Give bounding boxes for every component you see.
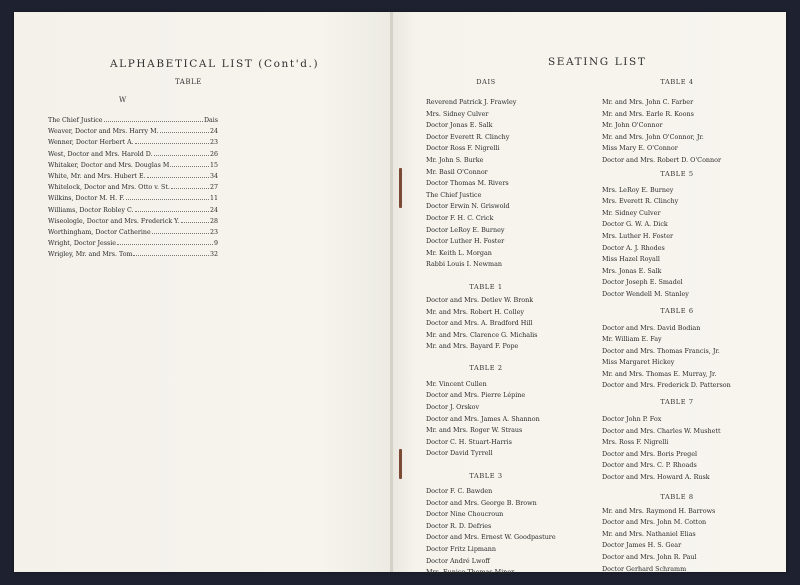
guest-name: Doctor and Mrs. Howard A. Rusk xyxy=(602,473,710,482)
dot-leader xyxy=(181,221,209,223)
alphabetical-entry xyxy=(48,195,218,206)
guest-name: Doctor Erwin N. Griswold xyxy=(426,202,510,211)
entry-name: West, Doctor and Mrs. Harold D. xyxy=(48,150,153,158)
entry-table: 23 xyxy=(209,228,218,236)
table-7-names xyxy=(602,414,772,484)
table-8-label: TABLE 8 xyxy=(660,492,694,501)
entry-name: The Chief Justice xyxy=(48,117,103,124)
entry-table: 34 xyxy=(209,172,218,180)
entry-table: 28 xyxy=(209,217,218,225)
guest-name: Doctor C. H. Stuart-Harris xyxy=(426,437,512,446)
seating-list-heading: SEATING LIST xyxy=(548,56,647,68)
guest-name: Mrs. Eunice Thomas Miner xyxy=(426,568,515,577)
guest-name: The Chief Justice xyxy=(426,190,482,199)
entry-name: Wenner, Doctor Herbert A. xyxy=(48,139,134,147)
table-column-header: TABLE xyxy=(175,78,202,86)
dot-leader xyxy=(135,210,209,212)
guest-name: Doctor Joseph E. Smadel xyxy=(602,278,683,287)
guest-name: Mr. William E. Fay xyxy=(602,335,662,344)
alphabetical-entry xyxy=(48,229,218,240)
guest-name: Mr. Keith L. Morgan xyxy=(426,248,492,257)
seating-column-right xyxy=(602,76,772,575)
dot-leader xyxy=(104,120,203,122)
guest-name: Doctor James H. S. Gear xyxy=(602,541,682,550)
entry-table: 32 xyxy=(209,251,218,259)
staple xyxy=(399,168,402,208)
guest-name: Doctor and Mrs. Robert D. O'Connor xyxy=(602,155,722,164)
guest-name: Doctor and Mrs. James A. Shannon xyxy=(426,414,540,423)
dot-leader xyxy=(147,176,209,178)
guest-name: Doctor Thomas M. Rivers xyxy=(426,179,509,188)
table-7-label: TABLE 7 xyxy=(660,398,694,407)
alphabetical-list-heading: ALPHABETICAL LIST (Cont'd.) xyxy=(110,58,320,70)
guest-name: Mr. and Mrs. John O'Connor, Jr. xyxy=(602,132,704,141)
guest-name: Miss Margaret Hickey xyxy=(602,358,675,367)
guest-name: Doctor and Mrs. George B. Brown xyxy=(426,498,537,507)
table-1-label: TABLE 1 xyxy=(469,282,503,291)
guest-name: Miss Mary E. O'Connor xyxy=(602,144,678,153)
guest-name: Mr. and Mrs. John C. Farber xyxy=(602,98,694,106)
alphabetical-entry xyxy=(48,162,218,173)
entry-table: 11 xyxy=(209,195,218,203)
entry-name: Whitelock, Doctor and Mrs. Otto v. St. xyxy=(48,184,170,192)
table-1-names xyxy=(426,295,576,353)
right-page xyxy=(392,12,786,577)
guest-name: Reverend Patrick J. Frawley xyxy=(426,98,517,106)
guest-name: Doctor Jonas E. Salk xyxy=(426,121,493,130)
alphabetical-entry xyxy=(48,218,218,229)
guest-name: Mrs. Everett R. Clinchy xyxy=(602,197,679,206)
entry-table: 24 xyxy=(209,128,218,136)
entry-table: 24 xyxy=(209,206,218,214)
entry-name: Whitaker, Doctor and Mrs. Douglas M. xyxy=(48,161,172,169)
dot-leader xyxy=(171,187,209,189)
alphabetical-entry xyxy=(48,173,218,184)
guest-name: Doctor LeRoy E. Burney xyxy=(426,225,505,234)
guest-name: Doctor David Tyrrell xyxy=(426,449,493,458)
alphabetical-entry xyxy=(48,117,218,128)
guest-name: Doctor and Mrs. David Bodian xyxy=(602,323,701,332)
guest-name: Doctor G. W. A. Dick xyxy=(602,220,668,229)
entry-name: Wiseologle, Doctor and Mrs. Frederick Y. xyxy=(48,217,180,225)
guest-name: Doctor and Mrs. John M. Cotton xyxy=(602,518,707,527)
guest-name: Doctor and Mrs. A. Bradford Hill xyxy=(426,319,533,328)
guest-name: Doctor Nine Choucroun xyxy=(426,510,504,519)
guest-name: Doctor Gerhard Schramm xyxy=(602,564,687,573)
guest-name: Doctor André Lwoff xyxy=(426,556,490,565)
guest-name: Doctor and Mrs. Charles W. Mushett xyxy=(602,426,721,435)
guest-name: Rabbi Louis I. Newman xyxy=(426,260,503,269)
dais-names xyxy=(426,97,576,271)
table-3-names xyxy=(426,486,576,579)
guest-name: Miss Hazel Royall xyxy=(602,255,660,264)
guest-name: Mr. Basil O'Connor xyxy=(426,167,488,176)
dot-leader xyxy=(172,165,209,167)
table-4-names xyxy=(602,97,772,167)
dot-leader xyxy=(133,254,209,256)
alphabetical-entry xyxy=(48,151,218,162)
table-2-label: TABLE 2 xyxy=(469,363,503,372)
entry-table: 23 xyxy=(209,139,218,147)
alphabetical-entry xyxy=(48,184,218,195)
dot-leader xyxy=(154,154,209,156)
guest-name: Mr. Sidney Culver xyxy=(602,208,661,217)
dais-label: DAIS xyxy=(476,78,496,86)
entry-name: Wilkins, Doctor M. H. F. xyxy=(48,195,125,203)
guest-name: Doctor and Mrs. Boris Pregel xyxy=(602,449,698,458)
table-3-label: TABLE 3 xyxy=(469,472,503,481)
entry-name: Williams, Doctor Robley C. xyxy=(48,206,134,214)
guest-name: Mr. John O'Connor xyxy=(602,121,663,130)
guest-name: Doctor and Mrs. C. P. Rhoads xyxy=(602,461,697,470)
guest-name: Doctor John P. Fox xyxy=(602,415,662,424)
guest-name: Mr. and Mrs. Bayard F. Pope xyxy=(426,342,519,351)
guest-name: Doctor and Mrs. Ernest W. Goodpasture xyxy=(426,533,556,542)
guest-name: Doctor and Mrs. John R. Paul xyxy=(602,553,697,561)
seating-column-left xyxy=(426,76,576,579)
staple xyxy=(399,449,402,479)
entry-table: 27 xyxy=(209,184,218,192)
dot-leader xyxy=(117,243,213,245)
guest-name: Doctor Everett R. Clinchy xyxy=(426,132,510,141)
booklet-spread xyxy=(14,12,786,577)
table-8-names xyxy=(602,506,772,576)
guest-name: Mr. and Mrs. Roger W. Straus xyxy=(426,426,523,435)
guest-name: Mrs. Jonas E. Salk xyxy=(602,266,662,275)
letter-section-heading: W xyxy=(119,96,127,104)
guest-name: Mrs. LeRoy E. Burney xyxy=(602,185,674,194)
guest-name: Mr. and Mrs. Earle R. Koons xyxy=(602,109,694,118)
guest-name: Doctor F. H. C. Crick xyxy=(426,213,494,222)
guest-name: Doctor F. C. Bawden xyxy=(426,487,493,496)
table-5-names xyxy=(602,185,772,301)
entry-name: Weaver, Doctor and Mrs. Harry M. xyxy=(48,128,159,136)
table-2-names xyxy=(426,379,576,460)
table-6-names xyxy=(602,323,772,393)
alphabetical-entry xyxy=(48,128,218,139)
guest-name: Mr. Vincent Cullen xyxy=(426,379,487,388)
guest-name: Mrs. Sidney Culver xyxy=(426,109,489,118)
alphabetical-entries xyxy=(48,117,218,262)
guest-name: Doctor R. D. Defries xyxy=(426,521,492,530)
entry-name: Wrigley, Mr. and Mrs. Tom xyxy=(48,251,133,259)
center-fold xyxy=(390,12,393,572)
guest-name: Doctor and Mrs. Thomas Francis, Jr. xyxy=(602,346,720,355)
alphabetical-entry xyxy=(48,240,218,251)
dot-leader xyxy=(126,198,209,200)
entry-table: 15 xyxy=(209,161,218,169)
guest-name: Doctor Ross F. Nigrelli xyxy=(426,144,500,153)
dot-leader xyxy=(135,142,209,144)
entry-table: 26 xyxy=(209,150,218,158)
guest-name: Doctor and Mrs. Pierre Lépine xyxy=(426,391,526,400)
guest-name: Mrs. Luther H. Foster xyxy=(602,231,674,240)
guest-name: Mr. and Mrs. Robert H. Colley xyxy=(426,307,524,316)
table-6-label: TABLE 6 xyxy=(660,306,694,315)
guest-name: Doctor J. Orskov xyxy=(426,403,480,412)
entry-table: Dais xyxy=(203,117,218,124)
guest-name: Mr. and Mrs. Raymond H. Barrows xyxy=(602,506,716,515)
entry-name: White, Mr. and Mrs. Hubert E. xyxy=(48,172,146,180)
alphabetical-entry xyxy=(48,251,218,262)
guest-name: Doctor A. J. Rhodes xyxy=(602,243,665,252)
alphabetical-entry xyxy=(48,207,218,218)
dot-leader xyxy=(152,232,209,234)
guest-name: Doctor and Mrs. Frederick D. Patterson xyxy=(602,381,731,390)
entry-name: Wright, Doctor Jessie xyxy=(48,240,116,248)
guest-name: Mr. and Mrs. Thomas E. Murray, Jr. xyxy=(602,369,717,378)
guest-name: Mr. and Mrs. Clarence G. Michalis xyxy=(426,330,538,339)
dot-leader xyxy=(160,131,209,133)
guest-name: Doctor Wendell M. Stanley xyxy=(602,289,689,298)
guest-name: Doctor Luther H. Foster xyxy=(426,237,505,246)
table-5-label: TABLE 5 xyxy=(660,169,694,178)
guest-name: Mrs. Ross F. Nigrelli xyxy=(602,438,669,447)
guest-name: Mr. John S. Burke xyxy=(426,155,484,164)
entry-table: 9 xyxy=(213,240,218,248)
entry-name: Worthingham, Doctor Catherine xyxy=(48,228,151,236)
alphabetical-entry xyxy=(48,139,218,150)
table-4-label: TABLE 4 xyxy=(660,78,694,86)
guest-name: Mr. and Mrs. Nathaniel Elias xyxy=(602,529,696,538)
left-page xyxy=(14,12,392,572)
guest-name: Doctor Fritz Lipmann xyxy=(426,545,497,553)
guest-name: Doctor and Mrs. Detlev W. Bronk xyxy=(426,295,534,304)
